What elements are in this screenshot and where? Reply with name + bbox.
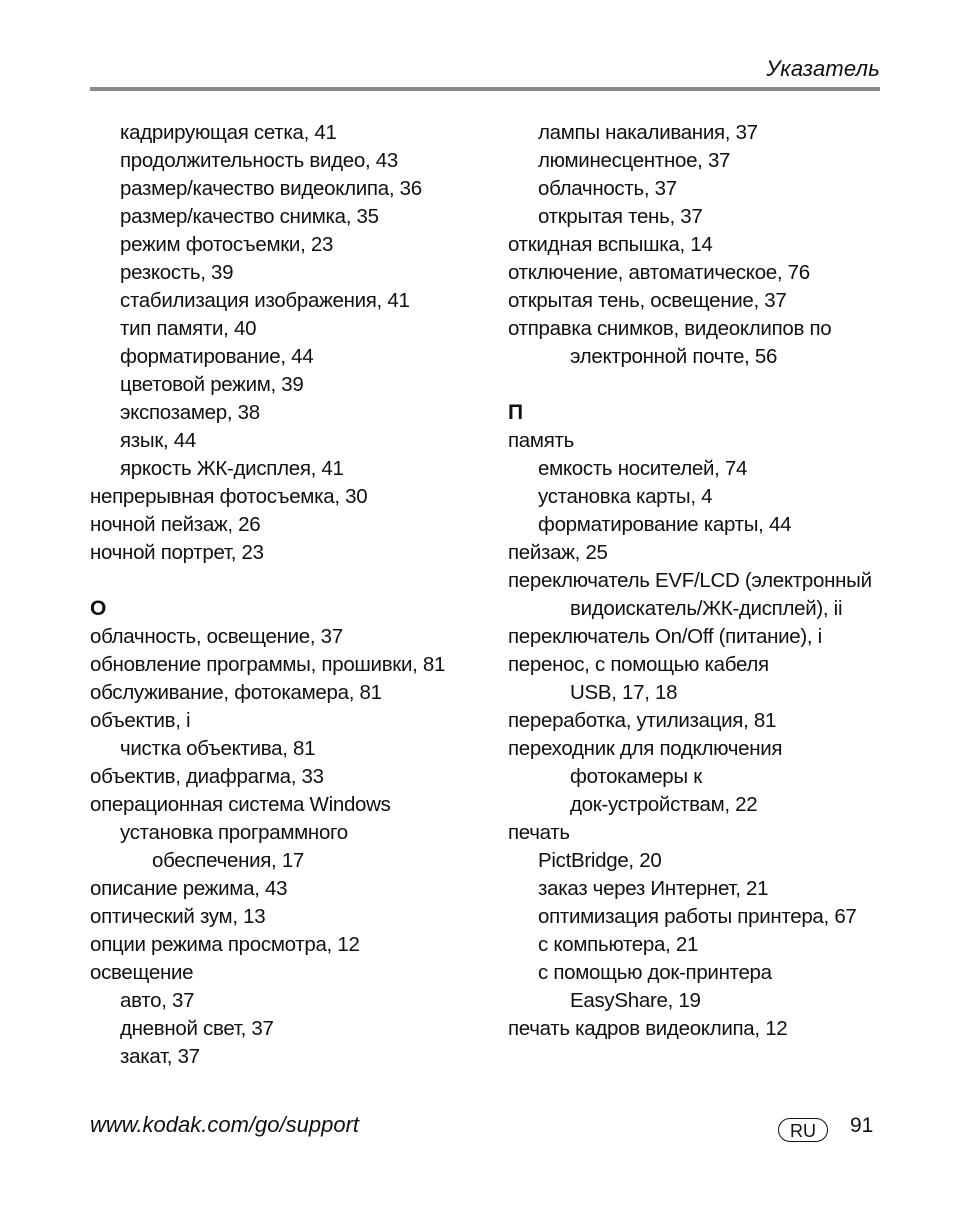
index-subentry: емкость носителей, 74 [538,457,748,480]
index-subentry: стабилизация изображения, 41 [120,289,410,312]
index-subentry: с помощью док-принтера [538,961,772,984]
index-subentry: резкость, 39 [120,261,234,284]
index-entry: облачность, освещение, 37 [90,625,343,648]
page-number: 91 [850,1114,874,1137]
index-section-heading: О [90,597,107,620]
index-entry: печать кадров видеоклипа, 12 [508,1017,788,1040]
index-subentry: установка карты, 4 [538,485,713,508]
index-subentry: USB, 17, 18 [570,681,678,704]
page-header-title: Указатель [766,56,880,81]
section-gap [508,371,888,399]
index-entry: объектив, i [90,709,191,732]
index-subentry: кадрирующая сетка, 41 [120,121,337,144]
index-column-right [508,119,888,1043]
index-entry: непрерывная фотосъемка, 30 [90,485,368,508]
index-entry: переработка, утилизация, 81 [508,709,777,732]
index-subentry: экспозамер, 38 [120,401,260,424]
index-entry: опции режима просмотра, 12 [90,933,360,956]
index-subentry: язык, 44 [120,429,196,452]
index-entry: операционная система Windows [90,793,391,816]
index-entry: обновление программы, прошивки, 81 [90,653,446,676]
index-section-heading: П [508,401,523,424]
footer-url-link[interactable]: www.kodak.com/go/support [90,1112,360,1137]
index-subentry: чистка объектива, 81 [120,737,316,760]
index-entry: переключатель EVF/LCD (электронный [508,569,872,592]
index-subentry: дневной свет, 37 [120,1017,274,1040]
index-entry: отправка снимков, видеоклипов по [508,317,832,340]
language-badge: RU [778,1118,828,1142]
index-subentry: видоискатель/ЖК-дисплей), ii [570,597,843,620]
index-entry: переходник для подключения [508,737,783,760]
index-column-left [90,119,490,1071]
index-subentry: форматирование, 44 [120,345,314,368]
index-subentry: продолжительность видео, 43 [120,149,398,172]
index-entry: откидная вспышка, 14 [508,233,713,256]
index-subentry: электронной почте, 56 [570,345,778,368]
index-subentry: фотокамеры к [570,765,702,788]
index-entry: открытая тень, освещение, 37 [508,289,787,312]
index-entry: обслуживание, фотокамера, 81 [90,681,382,704]
index-entry: пейзаж, 25 [508,541,608,564]
index-subentry: установка программного [120,821,348,844]
index-subentry: яркость ЖК-дисплея, 41 [120,457,344,480]
index-entry: печать [508,821,570,844]
index-subentry: размер/качество снимка, 35 [120,205,379,228]
index-subentry: заказ через Интернет, 21 [538,877,769,900]
header-divider [90,87,880,91]
index-subentry: форматирование карты, 44 [538,513,792,536]
index-subentry: закат, 37 [120,1045,200,1068]
index-entry: отключение, автоматическое, 76 [508,261,810,284]
index-subentry: обеспечения, 17 [152,849,305,872]
index-entry: освещение [90,961,194,984]
index-subentry: EasyShare, 19 [570,989,701,1012]
index-subentry: лампы накаливания, 37 [538,121,758,144]
section-gap [90,567,490,595]
index-subentry: авто, 37 [120,989,195,1012]
index-subentry: режим фотосъемки, 23 [120,233,334,256]
index-entry: переключатель On/Off (питание), i [508,625,822,648]
index-entry: ночной портрет, 23 [90,541,264,564]
index-subentry: цветовой режим, 39 [120,373,304,396]
index-entry: память [508,429,574,452]
index-entry: оптический зум, 13 [90,905,266,928]
index-entry: ночной пейзаж, 26 [90,513,261,536]
index-subentry: оптимизация работы принтера, 67 [538,905,857,928]
index-subentry: размер/качество видеоклипа, 36 [120,177,422,200]
index-subentry: док-устройствам, 22 [570,793,758,816]
index-entry: объектив, диафрагма, 33 [90,765,324,788]
index-subentry: открытая тень, 37 [538,205,703,228]
index-subentry: PictBridge, 20 [538,849,662,872]
index-subentry: тип памяти, 40 [120,317,257,340]
index-entry: описание режима, 43 [90,877,288,900]
index-subentry: люминесцентное, 37 [538,149,731,172]
index-subentry: с компьютера, 21 [538,933,699,956]
index-entry: перенос, с помощью кабеля [508,653,769,676]
index-subentry: облачность, 37 [538,177,677,200]
